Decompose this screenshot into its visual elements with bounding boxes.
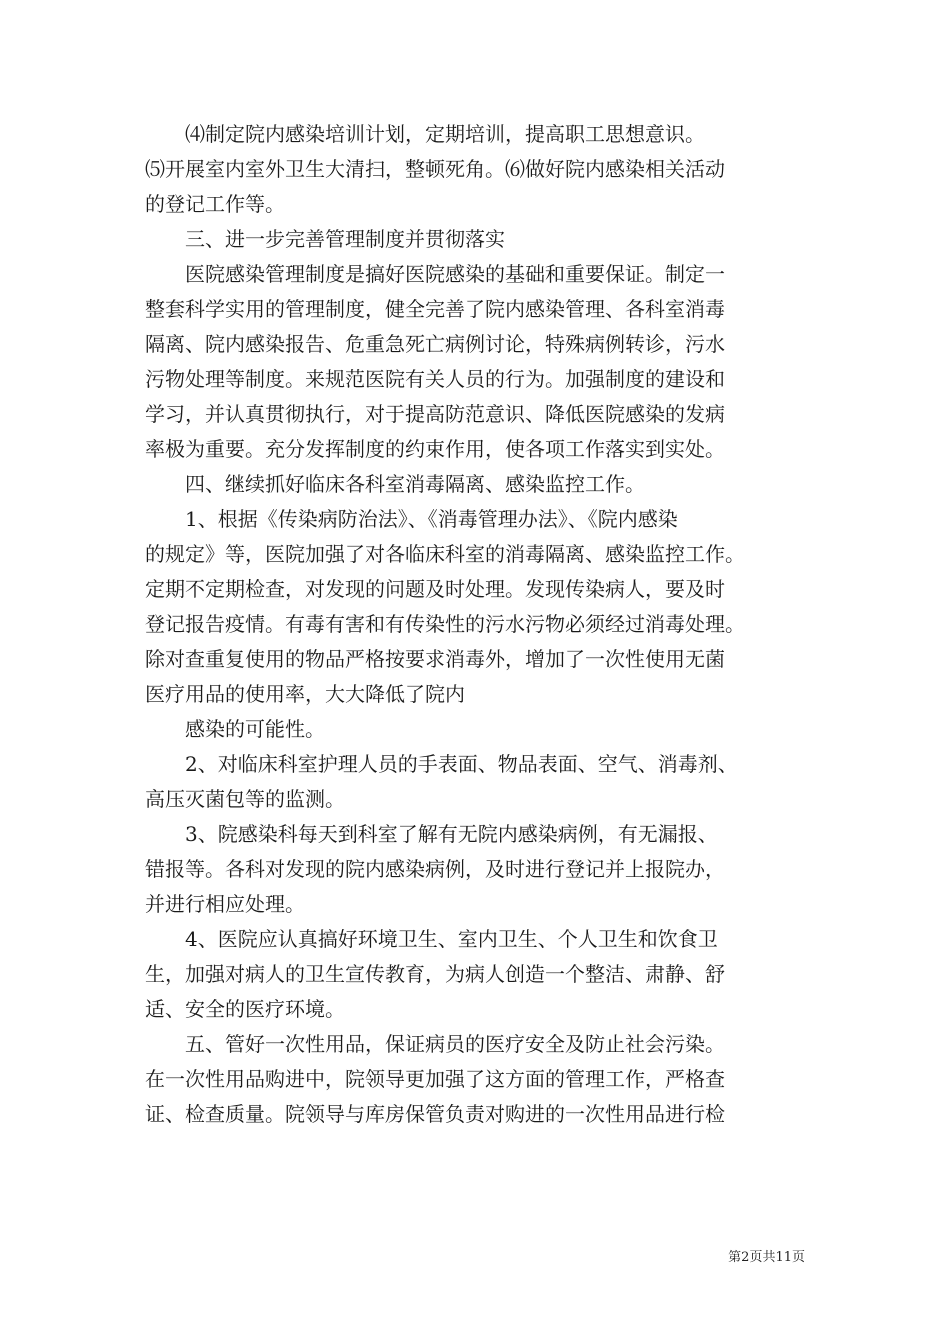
text-line: 整套科学实用的管理制度，健全完善了院内感染管理、各科室消毒 xyxy=(145,297,725,321)
text-line: 1、根据《传染病防治法》、《消毒管理办法》、《院内感染 xyxy=(185,507,678,531)
text-line: 3、院感染科每天到科室了解有无院内感染病例，有无漏报、 xyxy=(185,822,718,846)
text-line: 率极为重要。充分发挥制度的约束作用，使各项工作落实到实处。 xyxy=(145,437,725,461)
text-line: 错报等。各科对发现的院内感染病例，及时进行登记并上报院办， xyxy=(145,857,725,881)
paragraph xyxy=(145,922,817,1027)
text-line: 在一次性用品购进中，院领导更加强了这方面的管理工作，严格查 xyxy=(145,1067,725,1091)
text-line: 并进行相应处理。 xyxy=(145,892,305,916)
text-line: 除对查重复使用的物品严格按要求消毒外，增加了一次性使用无菌 xyxy=(145,647,725,671)
page-number-footer: 第2页共11页 xyxy=(728,1250,805,1265)
text-line: 的规定》等，医院加强了对各临床科室的消毒隔离、感染监控工作。 xyxy=(145,542,745,566)
paragraph xyxy=(145,502,817,712)
text-line: 4、医院应认真搞好环境卫生、室内卫生、个人卫生和饮食卫 xyxy=(185,927,718,951)
paragraph xyxy=(145,117,817,222)
text-line: 生，加强对病人的卫生宣传教育，为病人创造一个整洁、肃静、舒 xyxy=(145,962,725,986)
text-line: 医疗用品的使用率，大大降低了院内 xyxy=(145,682,465,706)
text-line: 四、继续抓好临床各科室消毒隔离、感染监控工作。 xyxy=(185,472,645,496)
text-line: 三、进一步完善管理制度并贯彻落实 xyxy=(185,227,505,251)
text-line: 2、对临床科室护理人员的手表面、物品表面、空气、消毒剂、 xyxy=(185,752,738,776)
paragraph xyxy=(145,467,817,502)
text-line: ⑷制定院内感染培训计划，定期培训，提高职工思想意识。 xyxy=(185,122,705,146)
text-line: 定期不定期检查，对发现的问题及时处理。发现传染病人，要及时 xyxy=(145,577,725,601)
text-line: 五、管好一次性用品，保证病员的医疗安全及防止社会污染。 xyxy=(185,1032,725,1056)
paragraph xyxy=(145,222,817,257)
text-line: 登记报告疫情。有毒有害和有传染性的污水污物必须经过消毒处理。 xyxy=(145,612,745,636)
text-line: 隔离、院内感染报告、危重急死亡病例讨论，特殊病例转诊，污水 xyxy=(145,332,725,356)
text-line: 污物处理等制度。来规范医院有关人员的行为。加强制度的建设和 xyxy=(145,367,725,391)
document-body xyxy=(145,117,817,1132)
text-line: 医院感染管理制度是搞好医院感染的基础和重要保证。制定一 xyxy=(185,262,725,286)
text-line: 的登记工作等。 xyxy=(145,192,285,216)
text-line: 证、检查质量。院领导与库房保管负责对购进的一次性用品进行检 xyxy=(145,1102,725,1126)
paragraph xyxy=(145,747,817,817)
text-line: 感染的可能性。 xyxy=(185,717,325,741)
paragraph xyxy=(145,1027,817,1132)
text-line: 适、安全的医疗环境。 xyxy=(145,997,345,1021)
paragraph xyxy=(145,817,817,922)
paragraph xyxy=(145,712,817,747)
text-line: ⑸开展室内室外卫生大清扫，整顿死角。⑹做好院内感染相关活动 xyxy=(145,157,725,181)
paragraph xyxy=(145,257,817,467)
text-line: 高压灭菌包等的监测。 xyxy=(145,787,345,811)
text-line: 学习，并认真贯彻执行，对于提高防范意识、降低医院感染的发病 xyxy=(145,402,725,426)
